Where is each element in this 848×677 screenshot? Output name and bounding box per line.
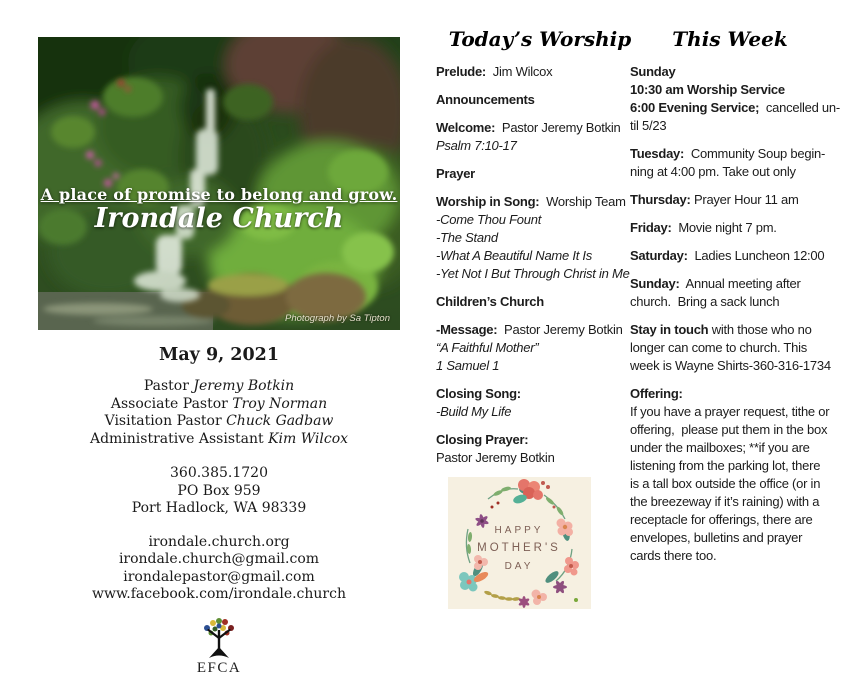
todays-worship-column <box>436 28 644 609</box>
this-week-column <box>630 27 840 575</box>
paragraph: Offering: If you have a prayer request, tithe or offering, please put them in the box under the mailboxes; **if you are listening from the parking lot, there is a tall box outside the office (or in the breezeway if it’s raining) with a receptacle for offerings, there are envelopes, bulletins and prayer cards there too. <box>630 386 830 563</box>
paragraph: Closing Song: -Build My Life <box>436 386 521 419</box>
garden-waterfall-photo <box>38 37 400 330</box>
paragraph: Tuesday: Community Soup begin- ning at 4:00 pm. Take out only <box>630 146 826 179</box>
paragraph: Prelude: Jim Wilcox <box>436 64 553 79</box>
mothers-day-line-2: MOTHER'S <box>477 542 561 554</box>
week-title: This Week <box>672 27 788 51</box>
paragraph: Children’s Church <box>436 294 544 309</box>
worship-order-list <box>436 63 644 467</box>
floral-wreath-icon <box>448 477 591 609</box>
paragraph: Worship in Song: Worship Team -Come Thou Fount -The Stand -What A Beautiful Name It Is -Yet Not I But Through Christ in Me <box>436 194 630 281</box>
worship-title: Today’s Worship <box>448 27 632 51</box>
paragraph: Closing Prayer: Pastor Jeremy Botkin <box>436 432 555 465</box>
paragraph: Welcome: Pastor Jeremy Botkin Psalm 7:10-17 <box>436 120 621 153</box>
paragraph: Thursday: Prayer Hour 11 am <box>630 192 799 207</box>
paragraph: -Message: Pastor Jeremy Botkin “A Faithful Mother” 1 Samuel 1 <box>436 322 623 373</box>
mothers-day-line-3: DAY <box>504 561 534 572</box>
efca-logo <box>38 616 400 677</box>
paragraph: Sunday 10:30 am Worship Service 6:00 Evening Service; cancelled un- til 5/23 <box>630 64 840 133</box>
week-schedule-list <box>630 63 840 565</box>
paragraph: Friday: Movie night 7 pm. <box>630 220 777 235</box>
paragraph: Stay in touch with those who no longer can come to church. This week is Wayne Shirts-360-316-1734 <box>630 322 831 373</box>
photo-credit: Photograph by Sa Tipton <box>284 313 390 324</box>
paragraph: Saturday: Ladies Luncheon 12:00 <box>630 248 825 263</box>
cover-photo <box>38 37 400 330</box>
cover-church-name: Irondale Church <box>94 203 344 234</box>
paragraph: Sunday: Annual meeting after church. Bring a sack lunch <box>630 276 801 309</box>
paragraph: Prayer <box>436 166 475 181</box>
mothers-day-line-1: HAPPY <box>494 525 544 536</box>
mothers-day-card <box>448 477 591 609</box>
staff-list: Pastor Jeremy Botkin Associate Pastor Troy Norman Visitation Pastor Chuck Gadbaw Administrative Assistant Kim Wilcox <box>89 378 349 447</box>
efca-label: EFCA <box>196 659 242 676</box>
service-date: May 9, 2021 <box>158 345 280 365</box>
paragraph: Announcements <box>436 92 535 107</box>
cover-column <box>38 37 400 677</box>
cover-tagline: A place of promise to belong and grow. <box>40 185 398 204</box>
web-links-block: irondale.church.org irondale.church@gmail.com irondalepastor@gmail.com www.facebook.com/irondale.church <box>92 533 346 602</box>
contact-block: 360.385.1720 PO Box 959 Port Hadlock, WA 98339 <box>131 465 307 516</box>
